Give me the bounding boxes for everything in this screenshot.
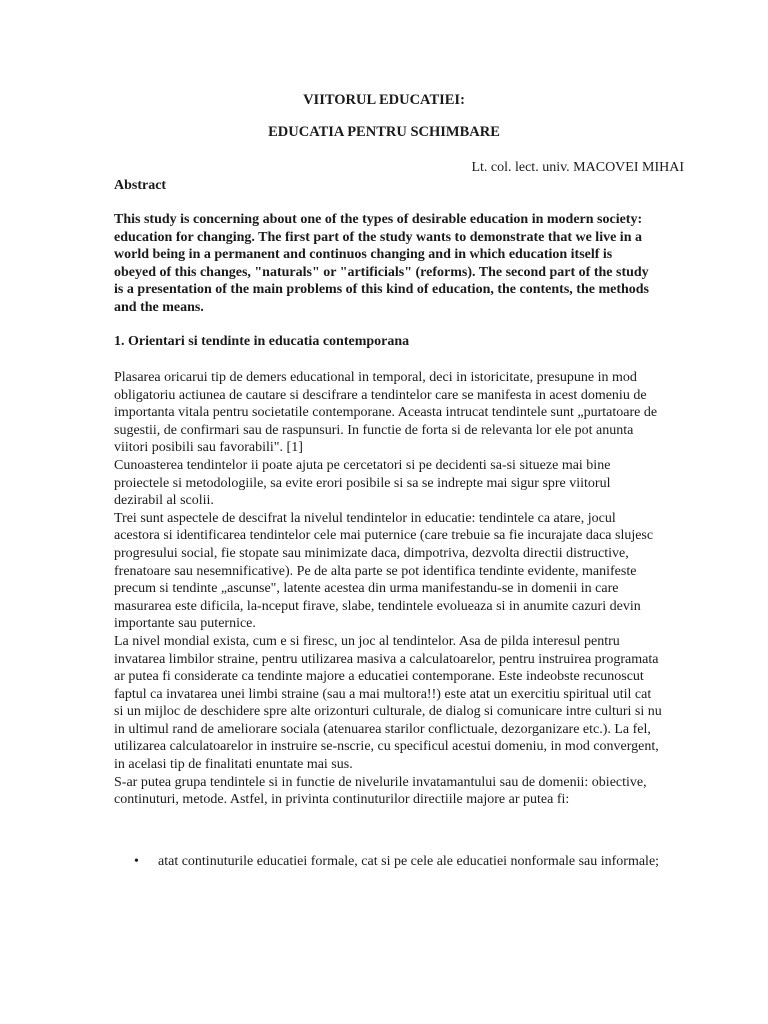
paragraph: Cunoasterea tendintelor ii poate ajuta pe cercetatori si pe decidenti sa-si situeze mai bine proiectele si metodologiile, sa evite erori posibile si sa se indrepte mai sigur spre viitorul dezirabil al scolii. xyxy=(114,457,611,509)
paragraph: S-ar putea grupa tendintele si in functie de nivelurile invatamantului sau de domenii: obiective, continuturi, metode. Astfel, in privinta continuturilor directiile majore ar putea fi: xyxy=(114,774,647,808)
bullet-list xyxy=(130,853,662,871)
bullet-text: atat continuturile educatiei formale, cat si pe cele ale educatiei nonformale sau informale; xyxy=(158,854,660,869)
paragraph: La nivel mondial exista, cum e si firesc, un joc al tendintelor. Asa de pilda interesul pentru invatarea limbilor straine, pentru utilizarea masiva a calculatoarelor, pentru instruirea programata ar putea fi considerate ca tendinte majore a educatiei contemporane. Este indeobste recunoscut faptul ca invatarea unei limbi straine (sau a mai multora!!) este atat un exercitiu spiritual util cat si un mijloc de deschidere spre alte orizonturi culturale, de dialog si comunicare intre culturi si nu in ultimul rand de ameliorare sociala (atenuarea starilor conflictuale, dezorganizare etc.). La fel, utilizarea calculatoarelor in instruire se-nscrie, cu specificul acestui domeniu, in mod convergent, in acelasi tip de finalitati enuntate mai sus. xyxy=(114,633,662,773)
section-heading: 1. Orientari si tendinte in educatia contemporana xyxy=(114,334,410,349)
document-title-line-2: EDUCATIA PENTRU SCHIMBARE xyxy=(268,124,500,140)
bullet-icon: • xyxy=(134,854,139,869)
bullet-item xyxy=(130,853,662,871)
abstract-heading: Abstract xyxy=(114,178,167,193)
paragraph: Trei sunt aspectele de descifrat la nivelul tendintelor in educatie: tendintele ca atare, jocul acestora si identificarea tendintelor cele mai puternice (care trebuie sa fie incurajate daca slujesc progresului social, fie stopate sau minimizate daca, dimpotriva, dezvolta directii distructive, frenatoare sau nesemnificative). Pe de alta parte se pot identifica tendinte evidente, manifeste precum si tendinte „ascunse", latente acestea din urma manifestandu-se in domenii in care masurarea este dificila, la-nceput firave, slabe, tendintele evolueaza si in anumite cazuri devin importante sau puternice. xyxy=(114,510,654,632)
author-line: Lt. col. lect. univ. MACOVEI MIHAI xyxy=(471,160,684,175)
body-text xyxy=(114,369,662,809)
abstract-text: This study is concerning about one of the types of desirable education in modern society: education for changing. The first part of the study wants to demonstrate that we live in a world being in a permanent and continuos changing and in which education itself is obeyed of this changes, "naturals" or "artificials" (reforms). The second part of the study is a presentation of the main problems of this kind of education, the contents, the methods and the means. xyxy=(114,212,650,315)
document-title-line-1: VIITORUL EDUCATIEI: xyxy=(303,92,465,108)
paragraph: Plasarea oricarui tip de demers educational in temporal, deci in istoricitate, presupune in mod obligatoriu actiunea de cautare si descifrare a tendintelor care se manifesta in acest domeniu de importanta vitala pentru societatile contemporane. Aceasta intrucat tendintele sunt „purtatoare de sugestii, de confirmari sau de raspunsuri. In functie de forta si de relevanta lor ele pot anunta viitori posibili sau favorabili". [1] xyxy=(114,370,658,456)
